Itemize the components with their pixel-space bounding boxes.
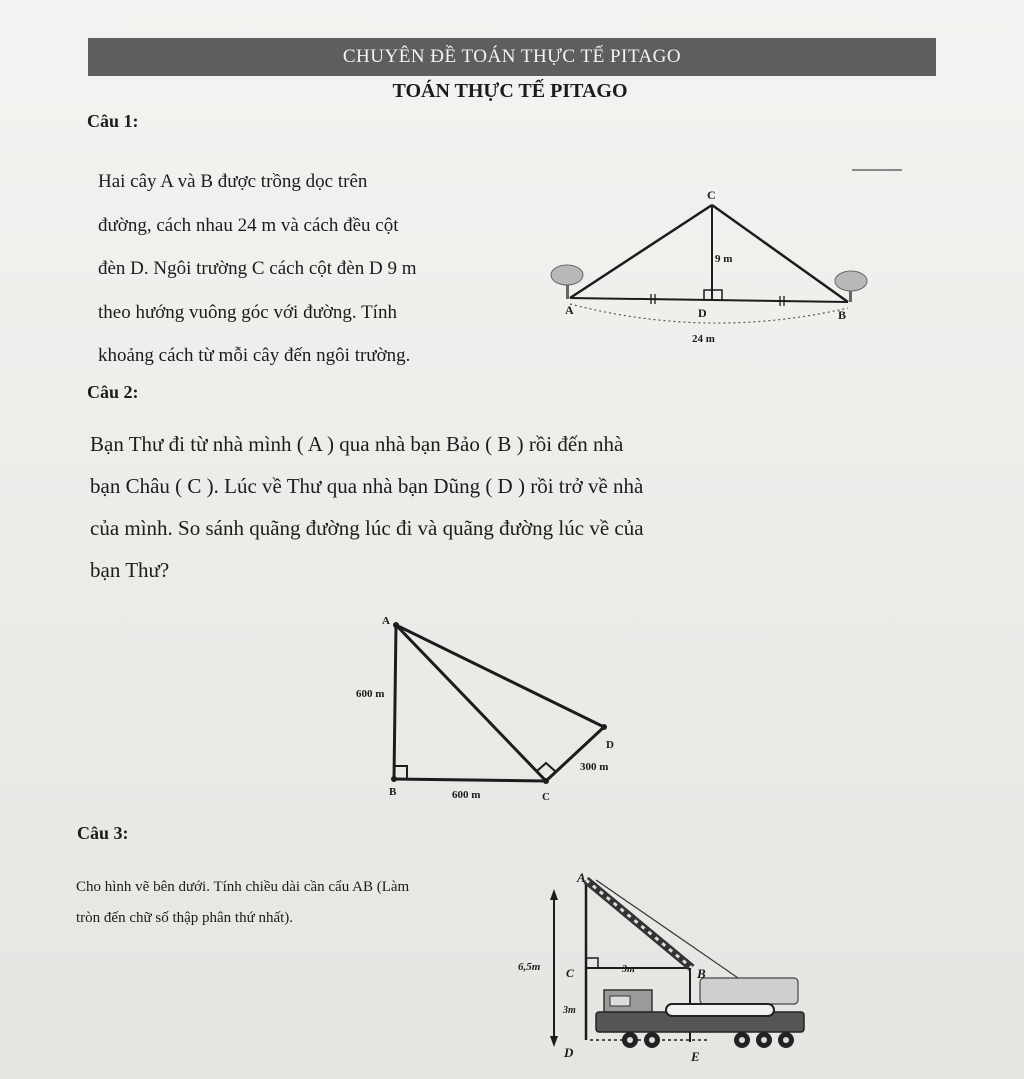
fig3-label-c: C [566, 966, 575, 980]
distance-arc [570, 304, 848, 323]
question-1-line: theo hướng vuông góc với đường. Tính [98, 301, 397, 323]
fig1-label-d: D [698, 306, 707, 320]
question-2-line: bạn Thư? [90, 558, 170, 582]
question-3-text [76, 872, 409, 934]
question-2-line: bạn Châu ( C ). Lúc về Thư qua nhà bạn Dũng ( D ) rồi trở về nhà [90, 474, 644, 498]
question-3-line: Cho hình vẽ bên dưới. Tính chiều dài cần cẩu AB (Làm [76, 879, 410, 895]
banner-text: CHUYÊN ĐỀ TOÁN THỰC TẾ PITAGO [342, 46, 682, 67]
figure-2-quadrilateral [356, 615, 614, 803]
question-1-line: đường, cách nhau 24 m và cách đều cột [98, 214, 399, 236]
fig1-label-c: C [707, 188, 716, 202]
fig2-label-c: C [542, 791, 550, 803]
question-1-label: Câu 1: [87, 111, 139, 131]
question-2-line: của mình. So sánh quãng đường lúc đi và quãng đường lúc về của [90, 516, 644, 540]
question-3-label: Câu 3: [77, 823, 129, 843]
segment-ab [570, 298, 848, 302]
fig1-label-b: B [838, 308, 847, 322]
question-1-line: khoảng cách từ mỗi cây đến ngôi trường. [98, 345, 411, 366]
fig1-label-height: 9 m [715, 253, 733, 265]
fig2-label-b: B [389, 786, 397, 798]
fig3-label-total: 6,5m [518, 961, 541, 973]
fig3-label-b: B [697, 966, 706, 981]
fig2-label-d: D [606, 739, 614, 751]
segment-ac [570, 205, 712, 298]
fig2-label-ab: 600 m [356, 688, 385, 700]
fig1-label-base: 24 m [692, 333, 715, 345]
fig2-label-a: A [382, 615, 390, 627]
question-2-line: Bạn Thư đi từ nhà mình ( A ) qua nhà bạn Bảo ( B ) rồi đến nhà [90, 432, 624, 456]
crane-truck-icon [596, 978, 804, 1048]
fig3-label-cb: 3m [622, 964, 635, 975]
segment-ac [396, 625, 546, 781]
fig1-label-a: A [565, 303, 574, 317]
figure-3-crane [518, 870, 804, 1064]
fig2-label-bc: 600 m [452, 789, 481, 801]
question-1-line: đèn D. Ngôi trường C cách cột đèn D 9 m [98, 258, 417, 279]
segment-bc [394, 779, 546, 781]
segment-ad [396, 625, 604, 727]
segment-ab [394, 625, 396, 779]
question-1-line: Hai cây A và B được trồng dọc trên [98, 171, 368, 192]
right-angle-c [586, 958, 598, 968]
figure-1-triangle [551, 170, 902, 345]
question-2-label: Câu 2: [87, 382, 139, 402]
fig2-label-cd: 300 m [580, 761, 609, 773]
question-2-text [90, 423, 644, 591]
fig3-label-a: A [577, 870, 586, 885]
fig3-label-e: E [691, 1049, 700, 1064]
question-3-line: tròn đến chữ số thập phân thứ nhất). [76, 910, 294, 926]
page-title: TOÁN THỰC TẾ PITAGO [392, 80, 628, 102]
fig3-label-d: D [564, 1045, 574, 1060]
right-angle-c [537, 763, 555, 771]
fig3-label-low: 3m [563, 1005, 576, 1016]
